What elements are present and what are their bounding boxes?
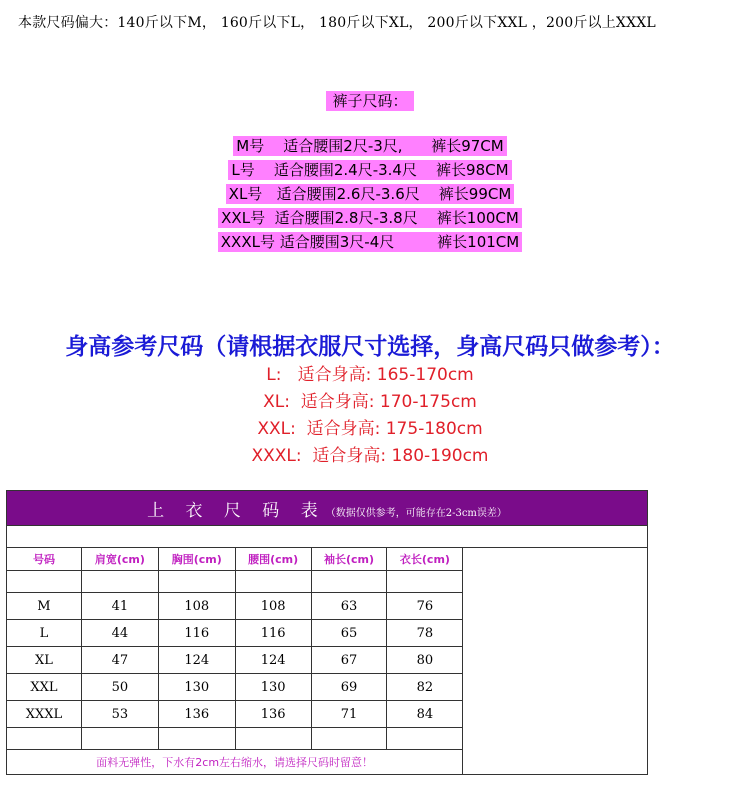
pants-size-row-text: XL号 适合腰围2.6尺-3.6尺 裤长99CM xyxy=(226,184,515,204)
sleeve-cell: 67 xyxy=(311,647,387,674)
shoulder-cell: 44 xyxy=(81,620,158,647)
height-reference-title: 身高参考尺码（请根据衣服尺寸选择，身高尺码只做参考）： xyxy=(65,334,675,360)
column-header: 胸围(cm) xyxy=(158,548,235,571)
column-header: 袖长(cm) xyxy=(311,548,387,571)
length-cell: 82 xyxy=(387,674,463,701)
length-cell: 78 xyxy=(387,620,463,647)
column-header: 衣长(cm) xyxy=(387,548,463,571)
chest-cell: 108 xyxy=(158,593,235,620)
pants-size-row-text: XXL号 适合腰围2.8尺-3.8尺 裤长100CM xyxy=(218,208,522,228)
column-header: 号码 xyxy=(7,548,82,571)
blank-cell xyxy=(81,728,158,750)
pants-size-row xyxy=(0,158,740,182)
waist-cell: 130 xyxy=(235,674,311,701)
size-notice: 本款尺码偏大：140斤以下M， 160斤以下L， 180斤以下XL， 200斤以下XXL ，200斤以上XXXL xyxy=(18,15,656,31)
length-cell: 76 xyxy=(387,593,463,620)
size-table-footer-note: 面料无弹性，下水有2cm左右缩水，请选择尺码时留意！ xyxy=(7,750,463,775)
height-reference-row: XXXL: 适合身高: 180-190cm xyxy=(251,446,489,466)
blank-row xyxy=(7,526,648,548)
size-cell: L xyxy=(7,620,82,647)
pants-size-list xyxy=(0,134,740,254)
shoulder-cell: 50 xyxy=(81,674,158,701)
size-cell: XL xyxy=(7,647,82,674)
blank-cell xyxy=(158,571,235,593)
height-reference-row: XL: 适合身高: 170-175cm xyxy=(263,392,477,412)
blank-cell xyxy=(235,571,311,593)
shoulder-cell: 47 xyxy=(81,647,158,674)
size-cell: M xyxy=(7,593,82,620)
blank-cell xyxy=(158,728,235,750)
size-table-title: 上 衣 尺 码 表 xyxy=(147,500,326,521)
blank-cell xyxy=(387,571,463,593)
size-cell: XXL xyxy=(7,674,82,701)
size-table-column-headers xyxy=(7,548,648,571)
sleeve-cell: 65 xyxy=(311,620,387,647)
waist-cell: 108 xyxy=(235,593,311,620)
pants-size-title xyxy=(0,90,740,111)
waist-cell: 124 xyxy=(235,647,311,674)
pants-size-row-text: XXXL号 适合腰围3尺-4尺 裤长101CM xyxy=(218,232,522,252)
shoulder-cell: 41 xyxy=(81,593,158,620)
chest-cell: 130 xyxy=(158,674,235,701)
chest-cell: 116 xyxy=(158,620,235,647)
pants-size-row-text: L号 适合腰围2.4尺-3.4尺 裤长98CM xyxy=(228,160,511,180)
chest-cell: 124 xyxy=(158,647,235,674)
chest-cell: 136 xyxy=(158,701,235,728)
size-table-header xyxy=(7,491,648,526)
blank-cell xyxy=(81,571,158,593)
column-header: 腰围(cm) xyxy=(235,548,311,571)
column-header: 肩宽(cm) xyxy=(81,548,158,571)
blank-cell xyxy=(387,728,463,750)
pants-size-row xyxy=(0,230,740,254)
pants-size-row xyxy=(0,134,740,158)
top-size-table xyxy=(6,490,648,775)
length-cell: 80 xyxy=(387,647,463,674)
waist-cell: 116 xyxy=(235,620,311,647)
height-reference-row: XXL: 适合身高: 175-180cm xyxy=(257,419,483,439)
blank-cell xyxy=(311,571,387,593)
shoulder-cell: 53 xyxy=(81,701,158,728)
sleeve-cell: 71 xyxy=(311,701,387,728)
pants-size-row xyxy=(0,206,740,230)
pants-size-title-text: 裤子尺码： xyxy=(326,91,413,111)
blank-cell xyxy=(311,728,387,750)
empty-side-column xyxy=(463,548,648,775)
sleeve-cell: 63 xyxy=(311,593,387,620)
blank-cell xyxy=(7,728,82,750)
waist-cell: 136 xyxy=(235,701,311,728)
height-reference-row: L: 适合身高: 165-170cm xyxy=(266,365,474,385)
size-table-subtitle: （数据仅供参考，可能存在2-3cm误差） xyxy=(325,507,507,519)
sleeve-cell: 69 xyxy=(311,674,387,701)
size-cell: XXXL xyxy=(7,701,82,728)
blank-cell xyxy=(235,728,311,750)
length-cell: 84 xyxy=(387,701,463,728)
pants-size-row xyxy=(0,182,740,206)
blank-cell xyxy=(7,571,82,593)
height-reference-list xyxy=(0,362,740,470)
pants-size-row-text: M号 适合腰围2尺-3尺, 裤长97CM xyxy=(233,136,506,156)
